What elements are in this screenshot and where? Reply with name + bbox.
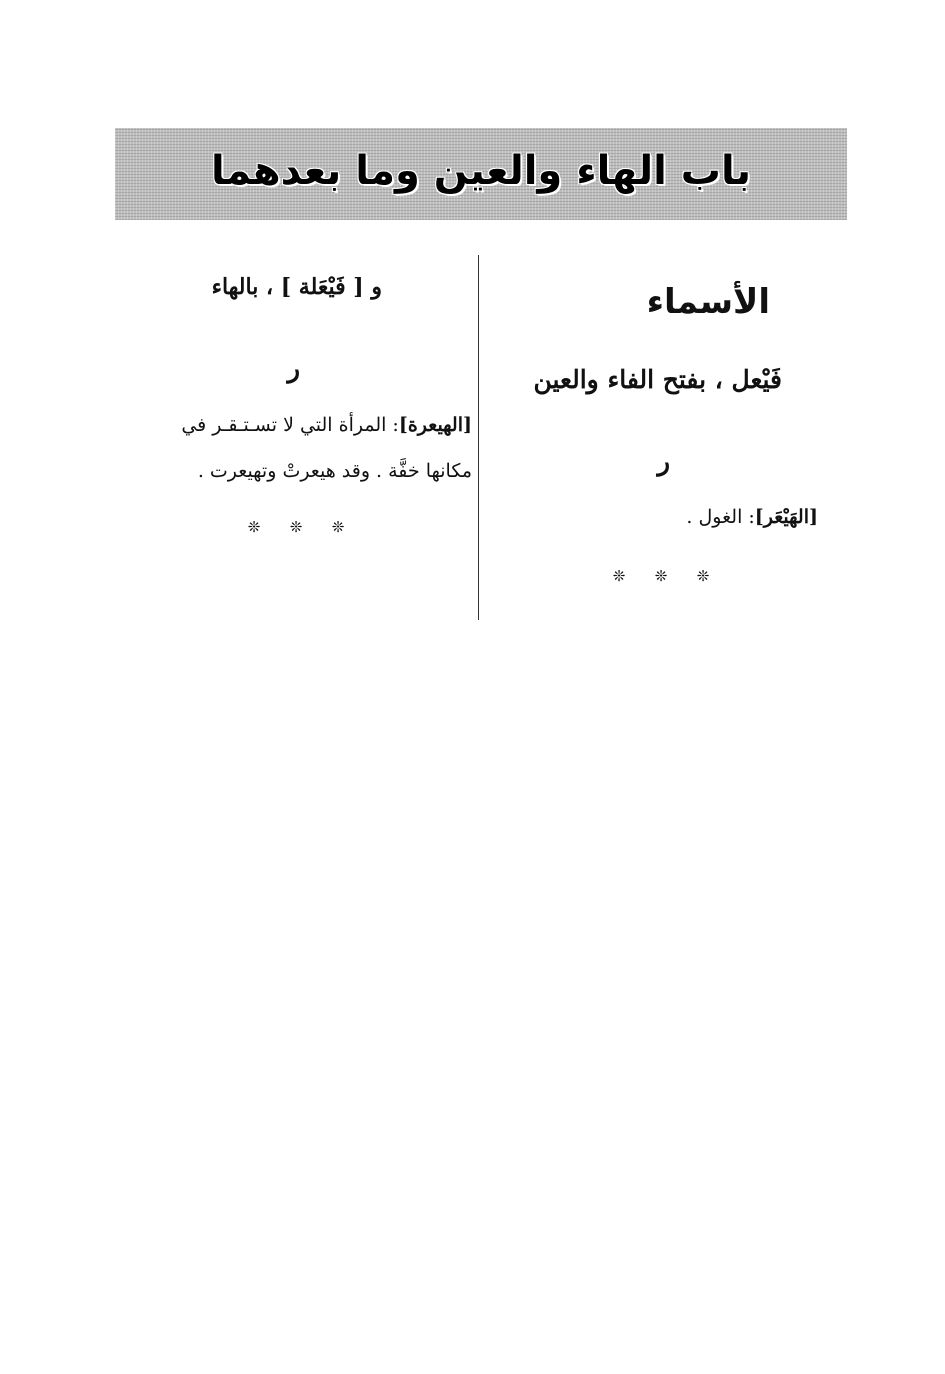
dictionary-entry	[686, 494, 818, 540]
column-divider	[478, 255, 479, 620]
section-separator	[233, 518, 359, 536]
separator-star: ❊	[247, 518, 261, 536]
entry-line-2: مكانها خفَّة . وقد هيعرتْ وتهيعرت .	[197, 460, 472, 482]
entry-definition: : المرأة التي لا تسـتـقـر في	[181, 414, 399, 436]
entry-definition: : الغول .	[686, 506, 755, 528]
entry-line-1	[110, 402, 472, 448]
section-heading: الأسماء	[646, 282, 770, 322]
pattern-title: فَيْعل ، بفتح الفاء والعين	[533, 365, 782, 394]
entry-headword: [الهَيْعَر]	[754, 506, 818, 528]
entry-headword: [الهيعرة]	[398, 414, 472, 436]
chapter-title: باب الهاء والعين وما بعدهما	[211, 148, 751, 194]
section-separator	[598, 567, 724, 585]
separator-star: ❊	[331, 518, 345, 536]
chapter-banner	[115, 128, 847, 220]
separator-star: ❊	[612, 567, 626, 585]
root-letter: ر	[287, 354, 300, 384]
root-letter: ر	[657, 447, 670, 477]
dictionary-entry	[110, 402, 472, 494]
pattern-title: و [ فَيْعَلة ] ، بالهاء	[211, 274, 382, 300]
separator-star: ❊	[289, 518, 303, 536]
separator-star: ❊	[696, 567, 710, 585]
separator-star: ❊	[654, 567, 668, 585]
